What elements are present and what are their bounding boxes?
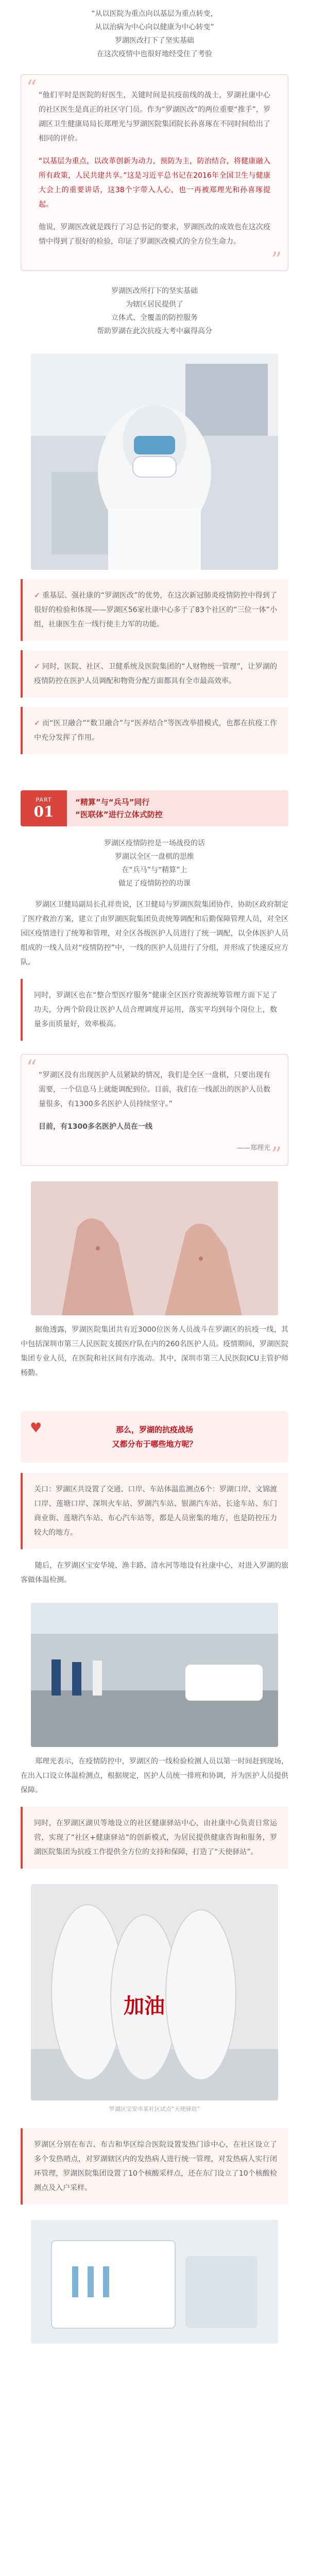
quote-highlight: 目前，有1300多名医护人员在一线 [39, 1123, 152, 1131]
quote-close-icon: ” [271, 248, 282, 272]
quote-open-icon: “ [26, 1056, 37, 1080]
photo-hands [31, 1181, 278, 1315]
info-card [21, 1807, 288, 1869]
section-badge [21, 790, 67, 826]
quote-close-icon: ” [271, 1143, 282, 1167]
quote-paragraph: “以基层为重点，以改革创新为动力，预防为主，防治结合，将健康融入所有政策，人民共建共享。”这是习近平总书记在2016年全国卫生与健康大会上的重要讲话，这38个字带入人心，也一再被郑理光和孙喜琢提起。 [39, 157, 270, 209]
info-card [21, 979, 288, 1041]
info-card-text: 同时，医院、社区、卫健系统及医院集团的“人财物统一管理”，让罗湖的疫情防控在医护人员调配和物资分配方面都具有全市最高效率。 [34, 663, 277, 685]
check-icon: ✓ [34, 663, 40, 671]
section-badge-number: 01 [33, 803, 54, 820]
check-icon: ✓ [34, 591, 40, 600]
info-card [21, 579, 288, 641]
intro-line: 为辖区居民提供了 [126, 300, 183, 309]
question-line: 那么，罗湖的抗疫战场 [115, 1425, 193, 1434]
body-paragraph: 据他透露，罗湖医院集团共有近3000位医务人员战斗在罗湖区的抗疫一线，其中包括深圳市第三人民医院支援医疗队在内的260名医护人员。疫情期间，罗湖医院集团专业人员，在医院和社区间有序流动。其中，深圳市第三人民医院ICU主管护师杨勤。 [21, 1326, 288, 1377]
section-title [67, 790, 288, 826]
body-paragraph: 郑理光表示，在疫情防控中，罗湖区的一线检验检测人员以第一时间赶到现场，在出入口设立体温检测点，根据规定，医护人员统一排班和协调，并为医护人员提供保障。 [21, 1757, 288, 1794]
photo-caption: 罗湖区宝安市某社区试点“天使驿站” [109, 2106, 200, 2112]
section-badge-label: PART [36, 796, 52, 803]
intro-line: 罗湖医改打下了坚实基础 [115, 37, 194, 45]
intro-line: 罗湖以全区一盘棋的思维 [115, 853, 194, 861]
checkpoint-illustration [31, 1603, 278, 1747]
info-card [21, 650, 288, 698]
intro-line: “从以医院为重点向以基层为重点转变， [91, 10, 218, 18]
info-card-text: 同时，罗湖区也在“整合型医疗服务”健康全区医疗资源统筹管理方面下足了功夫，分两个阶段让医护人员合理调度并运用，落实平均到每个岗位上，数量多而质量好，效率极高。 [34, 991, 277, 1028]
intro-line: 帮助罗湖在此次抗疫大考中赢得高分 [97, 327, 212, 335]
ppe-workers-illustration [31, 1884, 278, 2100]
photo-ppe-workers [31, 1884, 278, 2100]
svg-text:加油: 加油 [124, 1994, 165, 2018]
info-card [21, 2128, 288, 2205]
quote-paragraph: 他说，罗湖医改就是践行了习总书记的要求，罗湖医改的成效也在这次疫情中得到了很好的检验，印证了罗湖医改模式的全方位生命力。 [39, 223, 270, 246]
heart-icon: ♥ [30, 1420, 42, 1436]
quote-author: ——郑理光 [236, 1144, 270, 1152]
intro-line: 立体式、全覆盖的防控服务 [111, 314, 198, 322]
intro-line: 罗湖区疫情防控是一场战役的话 [104, 839, 205, 848]
section1-intro [0, 284, 309, 338]
question-banner [21, 1411, 288, 1463]
intro-line: 从以治病为中心向以健康为中心转变” [95, 23, 214, 31]
section2-intro [0, 837, 309, 890]
info-card [21, 707, 288, 754]
photo-lab [31, 2220, 278, 2344]
info-card-text: 而“医卫融合”“数卫融合”与“医养结合”等医改举措模式，也都在抗疫工作中充分发挥了作用。 [34, 719, 277, 742]
question-line: 又都分布于哪些地方呢？ [112, 1439, 197, 1449]
quote-box [21, 1054, 288, 1166]
hands-illustration [31, 1181, 278, 1315]
check-icon: ✓ [34, 719, 40, 727]
section-title-line: “精算”与“兵马”同行 [75, 798, 150, 807]
info-card-text: 关口：罗湖区共设置了交通、口岸、车站体温监测点6个：罗湖口岸、文锦渡口岸、莲塘口岸、深圳火车站、罗湖汽车站、银湖汽车站、长途车站、东门商业街、莲塘汽车站、布心汽车站等，都是人员密集的地方，也是防控压力较大的地方。 [34, 1485, 277, 1537]
photo-medical-worker [31, 353, 278, 570]
section-title-line: “医联体”进行立体式防控 [75, 810, 163, 819]
quote-paragraph: “他们平时是医院的好医生，关键时间是抗疫前线的战士，罗湖社康中心的社区医生是真正的社区守门员。作为“罗湖医改”的两位重要“推手”，罗湖区卫生健康局局长郑理光与罗湖医院集团院长孙喜琢在不同时间给出了相同的评价。 [39, 91, 270, 143]
body-paragraph: 罗湖区卫健局副局长孔祥贵说，区卫健局与罗湖医院集团协作，协助区政府制定了医疗救治方案，建立了由罗湖医院集团负责统筹调配和后勤保障管理人员，对全区园区疫情进行了统筹和管理，对全区各级医护人员进行了统一调配，以全体医护人员组成的一线人员对“疫情防控”中，一线的医护人员进行了分组，并形成了快速反应方队。 [21, 901, 288, 967]
quote-box [21, 74, 288, 271]
medical-worker-illustration [31, 353, 278, 570]
intro-line: 做足了疫情防控的功课 [118, 879, 191, 888]
section-header [21, 790, 288, 826]
intro-line: 在“兵马”与“精算”上 [122, 866, 187, 874]
info-card-text: 罗湖区分别在布吉、布吉和华区综合医院设置发热门诊中心，在社区设立了多个发热哨点，对罗湖辖区内的发热病人进行统一管理，对发热病人实行闭环管理，罗湖医院集团设置了10个核酸采样点，还在东门设立了10个核酸检测点及入户采样。 [34, 2141, 277, 2192]
info-card [21, 1473, 288, 1549]
quote-paragraph: “罗湖区没有出现医护人员紧缺的情况，我们是全区一盘棋，只要出现有需要，一个信息马上就能调配到位。目前，我们在一线派出的医护人员数量很多，有1300多名医护人员持续坚守。” [39, 1071, 270, 1108]
info-card-text: 同时，在罗湖区湖贝等地设立的社区健康驿站中心，由社康中心负责日常运营，实现了“社区+健康驿站”的创新模式，为居民提供健康咨询和服务，罗湖医院集团为抗疫工作提供全方位的支持和保障，打造了“天使驿站”。 [34, 1819, 277, 1856]
quote-open-icon: “ [26, 76, 37, 100]
photo-checkpoint [31, 1603, 278, 1747]
info-card-text: 重基层、强社康的“罗湖医改”的优势，在这次新冠肺炎疫情防控中得到了很好的检验和体现——罗湖区56家社康中心多于了83个社区的“三位一体”小组，社康医生在一线行使主力军的功能。 [34, 591, 277, 629]
lab-illustration [31, 2220, 278, 2344]
intro-line: 在这次疫情中也很好地经受住了考验 [97, 50, 212, 58]
body-paragraph: 随后，在罗湖区宝安华境、渔丰路、清水河等地设有社康中心，对进入罗湖的旅客做体温检测。 [21, 1562, 288, 1584]
intro-line: 罗湖医改所打下的坚实基础 [111, 287, 198, 295]
intro-block [0, 0, 309, 61]
